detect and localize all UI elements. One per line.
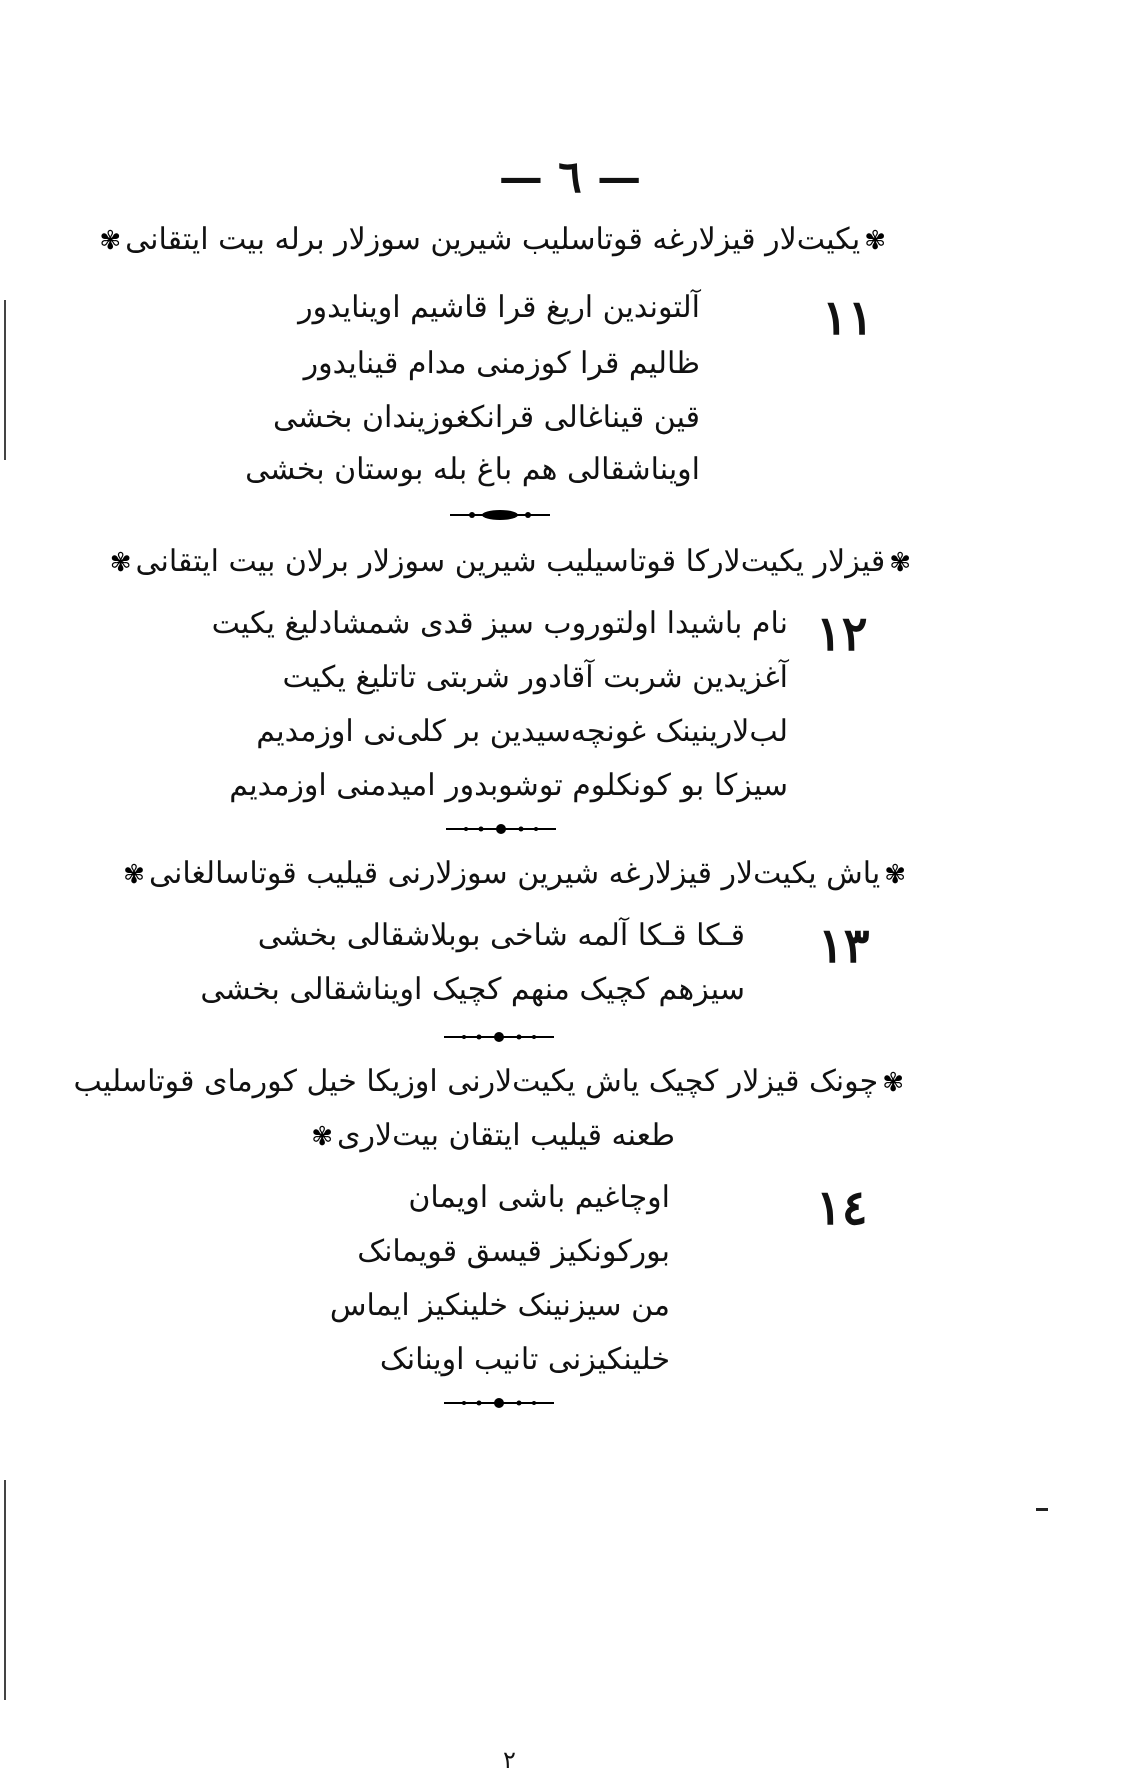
verse-number: ۱۱ [822,290,874,346]
section-heading [95,222,890,257]
heading-text: یکیت‌لار قیزلارغه قوتاسلیب شیرین سوزلار برله بیت ایتقانی [125,222,861,257]
flower-ornament-icon: ✾ [882,1068,904,1098]
verse-line: ظالیم قرا کوزمنی مدام قینایدور [303,346,700,381]
heading-text: یاش یکیت‌لار قیزلارغه شیرین سوزلارنی قیلیب قوتاسالغانی [148,856,881,891]
left-edge-line [4,1480,6,1700]
verse-line: آلتوندین اریغ قرا قاشیم اوینایدور [298,290,700,325]
heading-text: طعنه قیلیب ایتقان بیت‌لاری [337,1118,675,1153]
verse-number: ۱۳ [818,918,870,974]
verse-line: سیزکا بو کونکلوم توشوبدور امیدمنی اوزمدیم [229,768,788,803]
ornamental-divider-icon [450,508,550,522]
flower-ornament-icon: ✾ [99,226,122,256]
verse-line: قـکا قـکا آلمه شاخی بوبلاشقالی بخشی [257,918,745,953]
verse-line: سیزهم کچیک منهم کچیک اویناشقالی بخشی [200,972,745,1007]
section-heading [106,544,915,579]
section-heading-continued [307,1118,675,1153]
verse-line: لب‌لارینینک غونچه‌سیدین بر کلی‌نی اوزمدیم [256,714,788,749]
flower-ornament-icon: ✾ [311,1122,334,1152]
verse-line: خلینکیزنی تانیب اوینانک [379,1342,670,1377]
verse-line: نام باشیدا اولتوروب سیز قدی شمشادلیغ یکیت [211,606,788,641]
verse-number: ۱۲ [816,606,868,662]
verse-line: من سیزنینک خلینکیز ایماس [329,1288,670,1323]
verse-line: قین قیناغالی قرانکغوزیندان بخشی [272,400,700,435]
flower-ornament-icon: ✾ [884,860,906,890]
section-heading [74,1064,908,1099]
heading-text: چونک قیزلار کچیک یاش یکیت‌لارنی اوزیکا خیل کورمای قوتاسلیب [73,1064,879,1099]
verse-line: بورکونکیز قیسق قویمانک [357,1234,670,1269]
verse-line: آغزیدین شربت آقادور شربتی تاتلیغ یکیت [282,660,788,695]
flower-ornament-icon: ✾ [864,226,886,256]
verse-line: اویناشقالی هم باغ بله بوستان بخشی [245,452,700,487]
footer-signature-mark: ٢ [503,1746,516,1774]
stray-ink-mark [1036,1508,1048,1511]
flower-ornament-icon: ✾ [109,548,132,578]
ornamental-divider-icon [444,1396,554,1410]
verse-line: اوچاغیم باشی اویمان [408,1180,670,1215]
verse-number: ۱٤ [816,1180,868,1236]
page-number: — ٦ — [498,152,642,203]
flower-ornament-icon: ✾ [889,548,911,578]
left-edge-line [4,300,6,460]
ornamental-divider-icon [444,1030,554,1044]
flower-ornament-icon: ✾ [123,860,145,890]
ornamental-divider-icon [446,822,556,836]
section-heading [119,856,910,891]
heading-text: قیزلار یکیت‌لارکا قوتاسیلیب شیرین سوزلار برلان بیت ایتقانی [135,544,886,579]
